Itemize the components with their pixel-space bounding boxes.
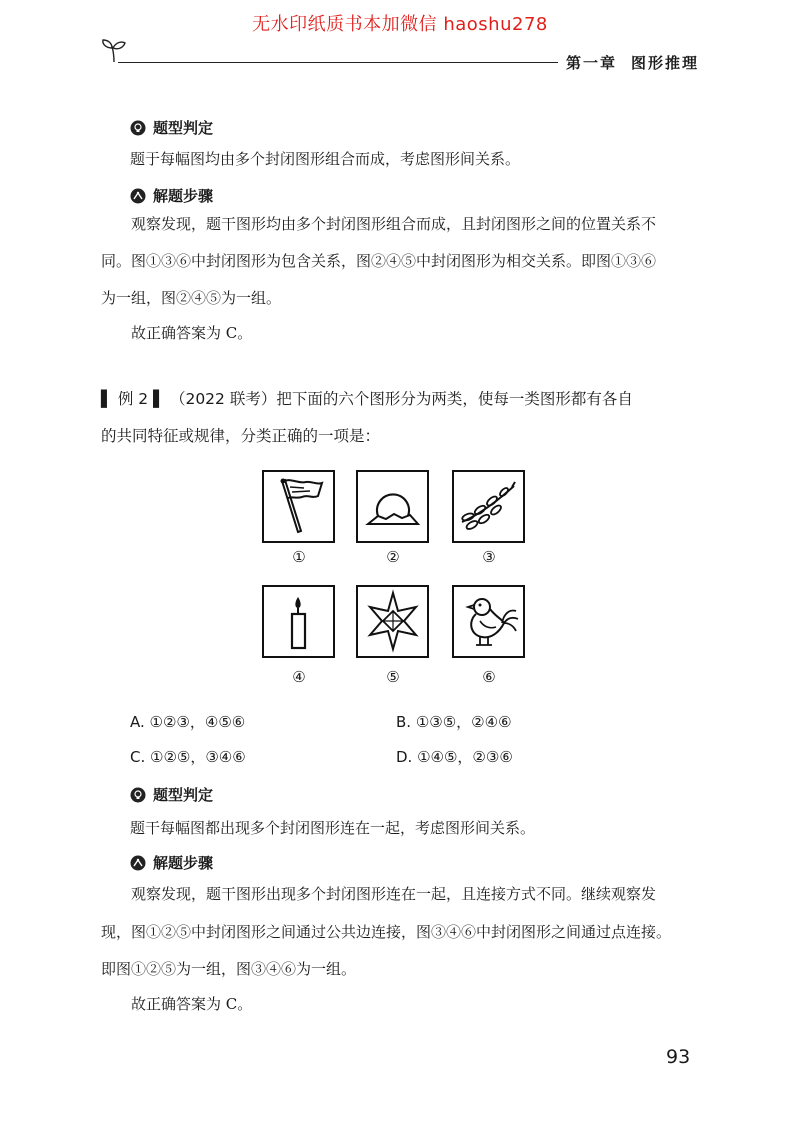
figure-6-number: ⑥	[482, 668, 496, 686]
figure-5-box	[356, 585, 429, 658]
example-marker-left: ▌	[101, 390, 113, 408]
answer-text-1: 故正确答案为 C。	[131, 324, 253, 342]
solution-line-1-3: 为一组，图②④⑤为一组。	[101, 289, 282, 307]
example-source: （2022 联考）	[169, 390, 277, 408]
option-b: B. ①③⑤，②④⑥	[396, 713, 512, 731]
figure-4-box	[262, 585, 335, 658]
example-question	[101, 381, 701, 418]
figure-5-number: ⑤	[386, 668, 400, 686]
type-judgement-heading-2: 题型判定	[130, 784, 213, 805]
candle-icon	[264, 587, 333, 656]
type-judgement-text-2: 题干每幅图都出现多个封闭图形连在一起，考虑图形间关系。	[130, 819, 536, 837]
figure-2-box	[356, 470, 429, 543]
solution-line-1-2: 同。图①③⑥中封闭图形为包含关系，图②④⑤中封闭图形为相交关系。即图①③⑥	[101, 252, 657, 270]
type-judgement-heading-1: 题型判定	[130, 117, 213, 138]
figure-6-box	[452, 585, 525, 658]
solution-line-2-3: 即图①②⑤为一组，图③④⑥为一组。	[101, 960, 357, 978]
example-label: 例 2	[117, 390, 149, 408]
flag-icon	[264, 472, 333, 541]
figure-1-box	[262, 470, 335, 543]
watermark-text: 无水印纸质书本加微信 haoshu278	[252, 14, 548, 35]
page-number: 93	[666, 1046, 691, 1068]
header-rule	[118, 62, 558, 63]
answer-text-2: 故正确答案为 C。	[131, 995, 253, 1013]
example-question-line-2: 的共同特征或规律，分类正确的一项是：	[101, 427, 381, 445]
example-question-line-1: 把下面的六个图形分为两类，使每一类图形都有各自	[276, 390, 633, 408]
steps-badge-icon	[130, 855, 146, 871]
example-marker-right: ▌	[153, 390, 166, 408]
leaf-branch-icon	[454, 472, 523, 541]
chapter-number: 第一章	[566, 54, 618, 72]
solution-line-1-1: 观察发现，题干图形均由多个封闭图形组合而成，且封闭图形之间的位置关系不	[131, 215, 657, 233]
chapter-topic: 图形推理	[631, 54, 700, 72]
option-c: C. ①②⑤，③④⑥	[130, 748, 246, 766]
option-a: A. ①②③，④⑤⑥	[130, 713, 246, 731]
figure-1-number: ①	[292, 548, 306, 566]
chapter-heading	[566, 52, 699, 73]
figure-4-number: ④	[292, 668, 306, 686]
steps-badge-icon	[130, 188, 146, 204]
bird-icon	[454, 587, 523, 656]
solution-steps-heading-2: 解题步骤	[130, 852, 213, 873]
solution-line-2-1: 观察发现，题干图形出现多个封闭图形连在一起，且连接方式不同。继续观察发	[131, 885, 657, 903]
lightbulb-badge-icon	[130, 120, 146, 136]
sprout-icon	[100, 36, 128, 64]
lightbulb-badge-icon	[130, 787, 146, 803]
type-judgement-text-1: 题于每幅图均由多个封闭图形组合而成，考虑图形间关系。	[130, 150, 521, 168]
sunrise-icon	[358, 472, 427, 541]
figure-3-box	[452, 470, 525, 543]
figure-2-number: ②	[386, 548, 400, 566]
option-d: D. ①④⑤，②③⑥	[396, 748, 513, 766]
figure-3-number: ③	[482, 548, 496, 566]
solution-steps-heading-1: 解题步骤	[130, 185, 213, 206]
solution-line-2-2: 现，图①②⑤中封闭图形之间通过公共边连接，图③④⑥中封闭图形之间通过点连接。	[101, 923, 672, 941]
star-icon	[358, 587, 427, 656]
